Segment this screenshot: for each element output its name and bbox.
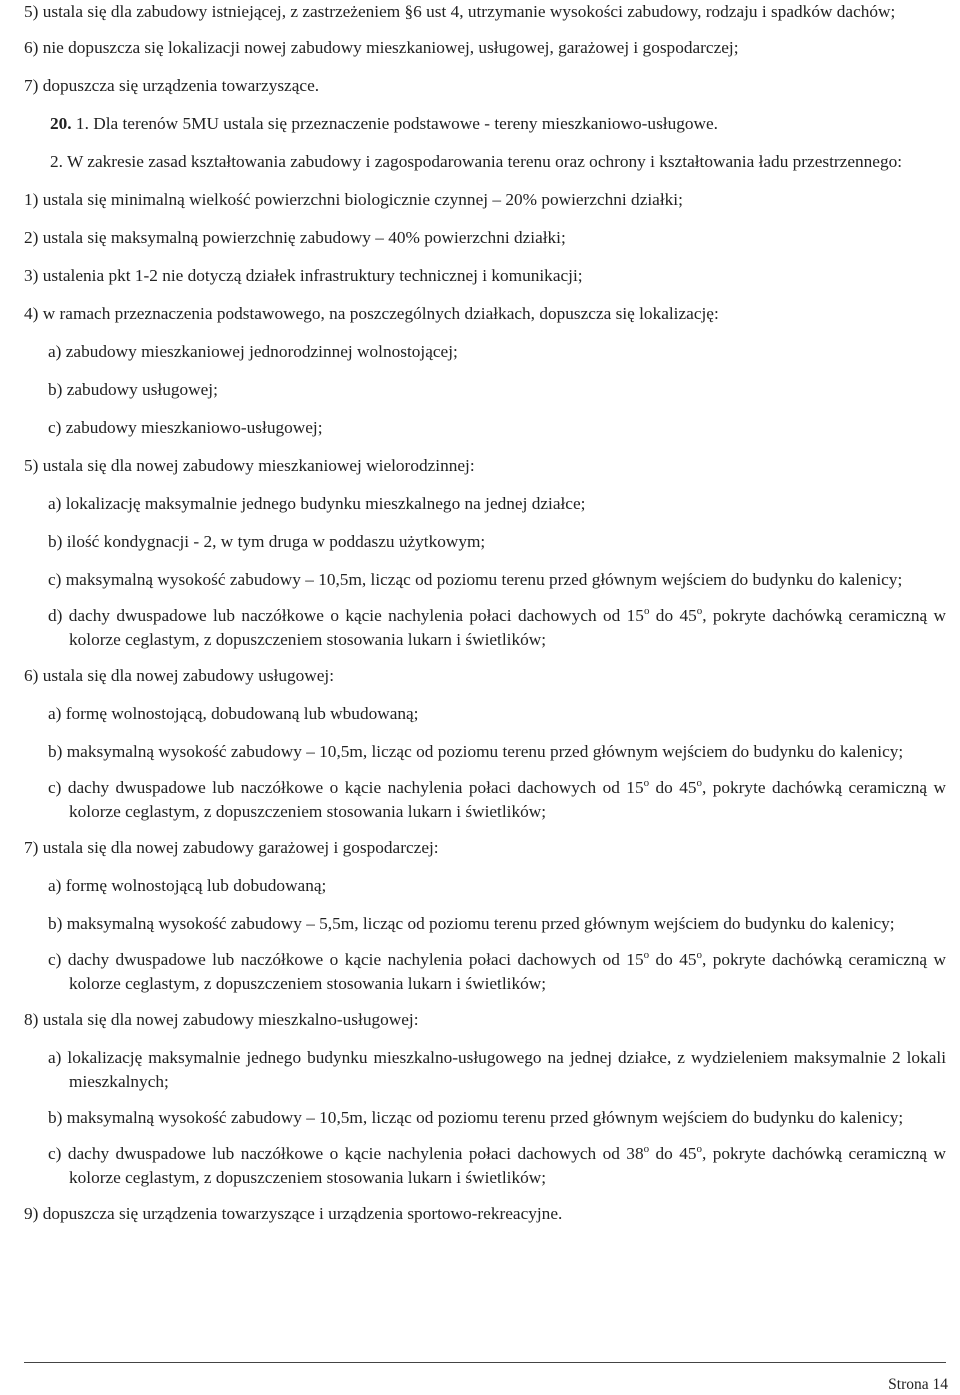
item-8: 8) ustala się dla nowej zabudowy mieszkalno-usługowej:	[24, 1010, 419, 1029]
degree-sign: o	[696, 777, 703, 789]
item-8a: a) lokalizację maksymalnie jednego budynku mieszkalno-usługowego na jednej działce, z wydzieleniem maksymalnie 2 lokali mieszkalnych;	[48, 1048, 946, 1091]
item-7: 7) ustala się dla nowej zabudowy garażowej i gospodarczej:	[24, 838, 439, 857]
item-4c: c) zabudowy mieszkaniowo-usługowej;	[48, 418, 323, 437]
footer-divider	[24, 1362, 946, 1363]
item-5b: b) ilość kondygnacji - 2, w tym druga w poddaszu użytkowym;	[48, 532, 486, 551]
degree-sign: o	[643, 605, 650, 617]
degree-sign: o	[696, 1143, 703, 1155]
paragraph-5: 5) ustala się dla zabudowy istniejącej, z zastrzeżeniem §6 ust 4, utrzymanie wysokości zabudowy, rodzaju i spadków dachów;	[24, 2, 896, 21]
item-6c-text-a: c) dachy dwuspadowe lub naczółkowe o kącie nachylenia połaci dachowych od 15	[48, 778, 644, 797]
item-4a: a) zabudowy mieszkaniowej jednorodzinnej wolnostojącej;	[48, 342, 458, 361]
paragraph-2-text: 2. W zakresie zasad kształtowania zabudowy i zagospodarowania terenu oraz ochrony i kształtowania ładu przestrzennego:	[50, 152, 903, 171]
degree-sign: o	[643, 949, 650, 961]
item-6c	[48, 776, 946, 824]
page-number: Strona 14	[888, 1376, 948, 1393]
section-number: 20.	[50, 114, 72, 133]
item-7c	[48, 948, 946, 996]
item-9: 9) dopuszcza się urządzenia towarzyszące i urządzenia sportowo-rekreacyjne.	[24, 1204, 563, 1223]
item-1: 1) ustala się minimalną wielkość powierzchni biologicznie czynnej – 20% powierzchni działki;	[24, 190, 683, 209]
item-6b: b) maksymalną wysokość zabudowy – 10,5m, licząc od poziomu terenu przed głównym wejściem do budynku do kalenicy;	[48, 742, 904, 761]
item-5a: a) lokalizację maksymalnie jednego budynku mieszkalnego na jednej działce;	[48, 494, 586, 513]
item-8b: b) maksymalną wysokość zabudowy – 10,5m, licząc od poziomu terenu przed głównym wejściem do budynku do kalenicy;	[48, 1108, 904, 1127]
item-5d-text-c: , pokryte dachówką ceramiczną w kolorze ceglastym, z dopuszczeniem stosowania lukarn i świetlików;	[69, 606, 946, 649]
section-20-paragraph-2	[24, 150, 946, 174]
item-8c-text-b: do 45	[649, 1144, 697, 1163]
item-2: 2) ustala się maksymalną powierzchnię zabudowy – 40% powierzchni działki;	[24, 228, 566, 247]
document-body	[24, 0, 946, 1226]
paragraph-7: 7) dopuszcza się urządzenia towarzyszące.	[24, 76, 320, 95]
item-8c-text-a: c) dachy dwuspadowe lub naczółkowe o kącie nachylenia połaci dachowych od 38	[48, 1144, 644, 1163]
degree-sign: o	[696, 949, 703, 961]
section-text: 1. Dla terenów 5MU ustala się przeznaczenie podstawowe - tereny mieszkaniowo-usługowe.	[71, 114, 718, 133]
item-3: 3) ustalenia pkt 1-2 nie dotyczą działek infrastruktury technicznej i komunikacji;	[24, 266, 583, 285]
item-7c-text-a: c) dachy dwuspadowe lub naczółkowe o kącie nachylenia połaci dachowych od 15	[48, 950, 644, 969]
item-5: 5) ustala się dla nowej zabudowy mieszkaniowej wielorodzinnej:	[24, 456, 475, 475]
item-6: 6) ustala się dla nowej zabudowy usługowej:	[24, 666, 335, 685]
degree-sign: o	[643, 1143, 650, 1155]
item-7c-text-c: , pokryte dachówką ceramiczną w kolorze ceglastym, z dopuszczeniem stosowania lukarn i świetlików;	[69, 950, 947, 993]
item-4: 4) w ramach przeznaczenia podstawowego, na poszczególnych działkach, dopuszcza się lokalizację:	[24, 304, 719, 323]
item-6c-text-c: , pokryte dachówką ceramiczną w kolorze ceglastym, z dopuszczeniem stosowania lukarn i świetlików;	[69, 778, 947, 821]
item-7a: a) formę wolnostojącą lub dobudowaną;	[48, 876, 327, 895]
degree-sign: o	[643, 777, 650, 789]
item-6a: a) formę wolnostojącą, dobudowaną lub wbudowaną;	[48, 704, 419, 723]
item-8c	[48, 1142, 946, 1190]
item-7c-text-b: do 45	[649, 950, 697, 969]
item-5d-text-b: do 45	[649, 606, 697, 625]
item-5d	[48, 604, 946, 652]
item-8c-text-c: , pokryte dachówką ceramiczną w kolorze ceglastym, z dopuszczeniem stosowania lukarn i świetlików;	[69, 1144, 947, 1187]
item-5d-text-a: d) dachy dwuspadowe lub naczółkowe o kącie nachylenia połaci dachowych od 15	[48, 606, 644, 625]
item-5c: c) maksymalną wysokość zabudowy – 10,5m, licząc od poziomu terenu przed głównym wejściem do budynku do kalenicy;	[48, 570, 903, 589]
item-7b: b) maksymalną wysokość zabudowy – 5,5m, licząc od poziomu terenu przed głównym wejściem do budynku do kalenicy;	[48, 914, 895, 933]
degree-sign: o	[696, 605, 703, 617]
section-20-heading	[24, 112, 946, 136]
item-6c-text-b: do 45	[649, 778, 697, 797]
item-4b: b) zabudowy usługowej;	[48, 380, 218, 399]
paragraph-6: 6) nie dopuszcza się lokalizacji nowej zabudowy mieszkaniowej, usługowej, garażowej i gospodarczej;	[24, 38, 739, 57]
